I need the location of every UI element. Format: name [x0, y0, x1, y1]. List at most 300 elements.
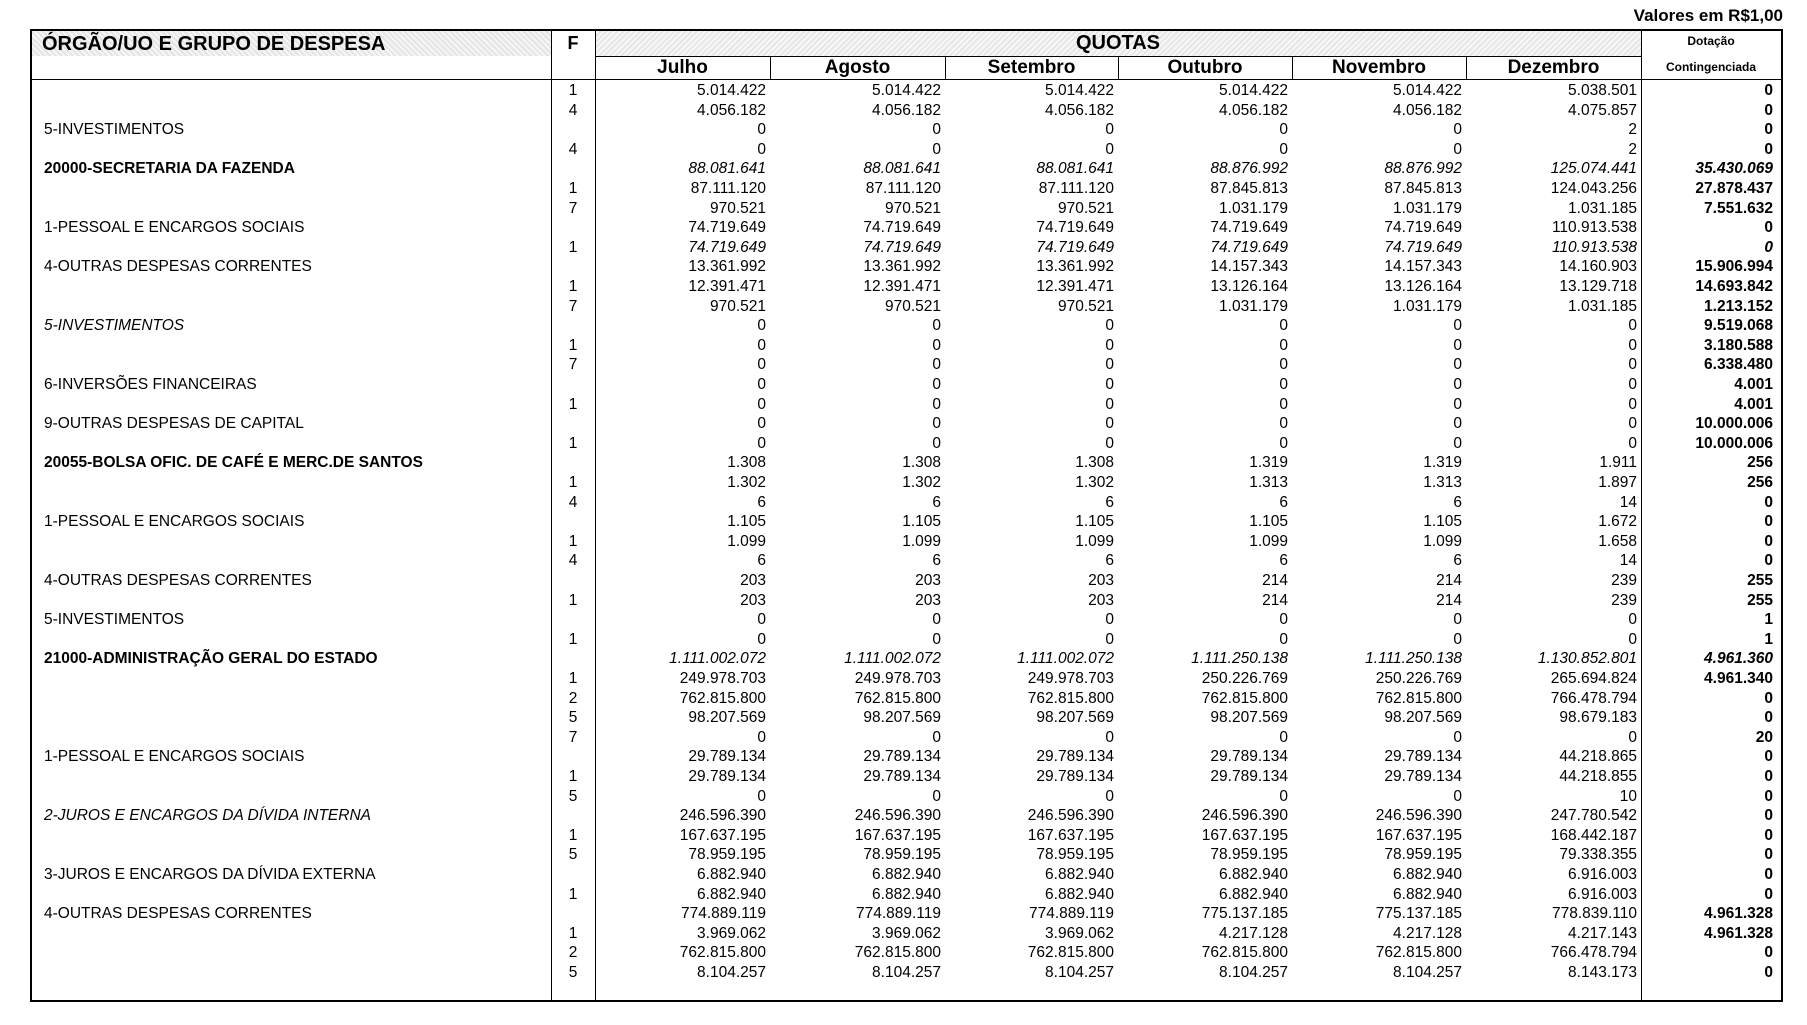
table-row	[32, 277, 1781, 297]
quota-value: 4.056.182	[1393, 101, 1462, 119]
quota-value: 0	[1279, 630, 1288, 648]
month-header-novembro: Novembro	[1332, 57, 1426, 78]
quota-value: 5.014.422	[872, 82, 941, 99]
quota-value: 6.882.940	[1045, 885, 1114, 903]
month-divider	[770, 56, 771, 79]
quota-value: 1.111.002.072	[844, 650, 941, 668]
table-row	[32, 963, 1781, 983]
quota-value: 1.099	[727, 532, 766, 550]
row-label	[32, 238, 551, 258]
quota-value: 5.014.422	[1045, 82, 1114, 99]
quota-value: 44.218.855	[1559, 768, 1637, 785]
row-fonte	[551, 865, 595, 885]
quota-value: 1.099	[1249, 532, 1288, 550]
quota-value: 0	[1453, 728, 1462, 746]
quota-value: 0	[1279, 395, 1288, 413]
quota-value: 0	[932, 121, 941, 139]
quota-value: 0	[1628, 611, 1637, 629]
quotas-header: QUOTAS	[595, 31, 1641, 56]
quota-value: 87.845.813	[1210, 180, 1288, 197]
quota-value: 0	[1279, 121, 1288, 139]
quota-value: 0	[1453, 611, 1462, 629]
quota-value: 74.719.649	[688, 238, 766, 256]
quota-value: 0	[932, 376, 941, 393]
quota-value: 0	[1453, 140, 1462, 158]
quota-value: 88.081.641	[863, 160, 941, 178]
quota-value: 1.099	[1423, 532, 1462, 550]
row-label	[32, 277, 551, 297]
row-label	[32, 826, 551, 846]
quota-value: 249.978.703	[1027, 670, 1114, 687]
quota-value: 1.308	[727, 454, 766, 472]
quota-value: 98.207.569	[1384, 709, 1462, 727]
quota-value: 1.105	[1423, 513, 1462, 531]
row-fonte	[551, 571, 595, 591]
dotacao-value: 0	[1764, 552, 1773, 570]
quota-value: 6.882.940	[1393, 866, 1462, 883]
quota-value: 0	[1105, 356, 1114, 374]
month-header-agosto: Agosto	[824, 57, 891, 78]
quota-value: 0	[1453, 415, 1462, 433]
row-label: 5-INVESTIMENTOS	[44, 611, 185, 629]
quota-value: 14	[1619, 552, 1637, 570]
row-fonte	[551, 316, 595, 336]
quota-value: 98.207.569	[863, 709, 941, 727]
row-fonte: 1	[568, 826, 578, 844]
quota-value: 79.338.355	[1559, 846, 1637, 864]
dotacao-value: 0	[1764, 82, 1773, 99]
table-row	[32, 453, 1781, 473]
quota-value: 775.137.185	[1375, 905, 1462, 923]
row-fonte	[551, 159, 595, 179]
quota-value: 29.789.134	[688, 748, 766, 766]
quota-value: 29.789.134	[1036, 748, 1114, 766]
row-fonte	[551, 257, 595, 277]
dotacao-value: 3.180.588	[1704, 336, 1773, 354]
dotacao-value: 0	[1764, 944, 1773, 962]
dotacao-value: 4.961.360	[1704, 650, 1773, 668]
quota-value: 4.056.182	[1045, 101, 1114, 119]
quota-value: 0	[757, 317, 766, 335]
table-row	[32, 845, 1781, 865]
quota-value: 6	[757, 552, 766, 570]
row-label	[32, 473, 551, 493]
row-label	[32, 355, 551, 375]
quota-value: 3.969.062	[872, 924, 941, 942]
row-fonte	[551, 649, 595, 669]
dotacao-value: 1.213.152	[1704, 297, 1773, 315]
quota-value: 0	[1105, 728, 1114, 746]
quota-value: 1.111.250.138	[1191, 650, 1288, 668]
quota-value: 74.719.649	[1210, 238, 1288, 256]
quota-value: 246.596.390	[1201, 807, 1288, 825]
quota-value: 1.099	[902, 532, 941, 550]
header-bottom-rule	[32, 79, 1781, 80]
table-row	[32, 591, 1781, 611]
quota-value: 4.056.182	[872, 101, 941, 119]
row-fonte: 5	[568, 709, 578, 727]
dotacao-value: 255	[1747, 591, 1773, 609]
quota-value: 0	[757, 356, 766, 374]
quota-value: 1.911	[1599, 454, 1637, 472]
table-row	[32, 806, 1781, 826]
quota-value: 29.789.134	[688, 768, 766, 785]
row-fonte: 1	[568, 336, 578, 354]
quota-value: 78.959.195	[1036, 846, 1114, 864]
quota-value: 1.313	[1249, 474, 1288, 491]
quota-value: 1.111.002.072	[1017, 650, 1114, 668]
quota-value: 4.217.128	[1393, 924, 1462, 942]
quota-value: 1.319	[1423, 454, 1462, 472]
dotacao-value: 0	[1764, 140, 1773, 158]
table-row	[32, 414, 1781, 434]
quota-value: 1.302	[1075, 474, 1114, 491]
quota-value: 12.391.471	[863, 278, 941, 295]
table-row	[32, 355, 1781, 375]
quota-value: 0	[757, 434, 766, 452]
row-fonte	[551, 747, 595, 767]
quota-value: 0	[1105, 395, 1114, 413]
quota-value: 0	[1453, 121, 1462, 139]
row-fonte	[551, 375, 595, 395]
quota-value: 0	[1628, 415, 1637, 433]
table-row	[32, 159, 1781, 179]
quota-value: 0	[757, 336, 766, 354]
quota-value: 0	[1628, 630, 1637, 648]
quota-value: 1.130.852.801	[1537, 650, 1637, 668]
table-row	[32, 199, 1781, 219]
quota-value: 775.137.185	[1201, 905, 1288, 923]
row-fonte: 7	[568, 199, 578, 217]
table-row	[32, 689, 1781, 709]
table-row	[32, 316, 1781, 336]
quota-value: 1.105	[1075, 513, 1114, 531]
dotacao-value: 0	[1764, 493, 1773, 511]
row-label	[32, 728, 551, 748]
quota-value: 246.596.390	[679, 807, 766, 825]
dotacao-value: 7.551.632	[1704, 199, 1773, 217]
quota-value: 5.014.422	[697, 82, 766, 99]
quota-value: 8.104.257	[1219, 964, 1288, 981]
row-label: 21000-ADMINISTRAÇÃO GERAL DO ESTADO	[44, 650, 378, 668]
row-fonte: 1	[568, 180, 578, 197]
quota-value: 6	[1453, 493, 1462, 511]
table-row	[32, 747, 1781, 767]
dotacao-value: 0	[1764, 219, 1773, 237]
table-row	[32, 140, 1781, 160]
quota-value: 1.672	[1598, 513, 1637, 531]
quota-value: 2	[1628, 140, 1637, 158]
quota-value: 762.815.800	[1027, 944, 1114, 962]
table-row	[32, 924, 1781, 944]
dotacao-value: 1	[1764, 611, 1773, 629]
quota-value: 74.719.649	[863, 238, 941, 256]
quota-value: 203	[915, 591, 941, 609]
quota-value: 29.789.134	[1210, 748, 1288, 766]
values-unit-caption: Valores em R$1,00	[1633, 6, 1783, 25]
table-row	[32, 767, 1781, 787]
table-row	[32, 551, 1781, 571]
quota-value: 1.302	[902, 474, 941, 491]
quota-value: 5.014.422	[1219, 82, 1288, 99]
dotacao-value: 256	[1747, 454, 1773, 472]
table-row	[32, 395, 1781, 415]
quota-value: 88.876.992	[1210, 160, 1288, 178]
quota-value: 0	[1453, 787, 1462, 805]
quota-value: 0	[757, 376, 766, 393]
row-label: 20000-SECRETARIA DA FAZENDA	[44, 160, 295, 178]
quota-value: 6	[1279, 552, 1288, 570]
quota-value: 239	[1611, 572, 1637, 589]
quota-value: 74.719.649	[1036, 238, 1114, 256]
row-label	[32, 963, 551, 983]
quota-value: 6.916.003	[1568, 866, 1637, 883]
quota-value: 14	[1619, 493, 1637, 511]
dotacao-value: 15.906.994	[1695, 258, 1773, 276]
quota-value: 167.637.195	[854, 826, 941, 844]
dotacao-value: 0	[1764, 768, 1773, 785]
row-label	[32, 669, 551, 689]
quota-value: 13.361.992	[688, 258, 766, 276]
quota-value: 88.081.641	[1036, 160, 1114, 178]
quota-value: 167.637.195	[679, 826, 766, 844]
quota-value: 110.913.538	[1551, 219, 1637, 237]
dotacao-value: 0	[1764, 748, 1773, 766]
table-row	[32, 904, 1781, 924]
quota-value: 4.056.182	[697, 101, 766, 119]
quota-value: 265.694.824	[1550, 670, 1637, 687]
dotacao-value: 0	[1764, 846, 1773, 864]
quota-value: 14.157.343	[1210, 258, 1288, 276]
table-row	[32, 179, 1781, 199]
quota-value: 74.719.649	[1210, 219, 1288, 237]
quota-value: 0	[757, 395, 766, 413]
table-row	[32, 630, 1781, 650]
quota-value: 762.815.800	[854, 689, 941, 707]
row-fonte: 1	[568, 924, 578, 942]
table-row	[32, 943, 1781, 963]
quota-value: 1.031.179	[1393, 199, 1462, 217]
dotacao-value: 0	[1764, 866, 1773, 883]
table-row	[32, 708, 1781, 728]
row-label: 4-OUTRAS DESPESAS CORRENTES	[44, 905, 312, 923]
quota-value: 98.207.569	[1036, 709, 1114, 727]
quota-value: 6.882.940	[697, 885, 766, 903]
quota-value: 0	[1279, 140, 1288, 158]
row-label	[32, 140, 551, 160]
table-row	[32, 218, 1781, 238]
row-label	[32, 434, 551, 454]
quota-value: 0	[1453, 395, 1462, 413]
row-label	[32, 767, 551, 787]
row-fonte: 4	[568, 101, 578, 119]
quota-value: 74.719.649	[1036, 219, 1114, 237]
row-fonte: 4	[568, 140, 578, 158]
quota-value: 0	[1279, 728, 1288, 746]
dotacao-value: 35.430.069	[1695, 160, 1773, 178]
row-label: 5-INVESTIMENTOS	[44, 121, 185, 139]
quota-value: 970.521	[709, 297, 766, 315]
quota-value: 239	[1611, 591, 1637, 609]
quota-value: 0	[932, 140, 941, 158]
quota-value: 766.478.794	[1550, 944, 1637, 962]
quota-value: 6.916.003	[1568, 885, 1637, 903]
quota-value: 1.308	[1075, 454, 1114, 472]
quota-value: 14.160.903	[1559, 258, 1637, 276]
quota-value: 0	[1279, 317, 1288, 335]
quota-value: 762.815.800	[854, 944, 941, 962]
quota-value: 88.081.641	[688, 160, 766, 178]
quota-value: 0	[1105, 121, 1114, 139]
quota-value: 0	[1628, 376, 1637, 393]
month-header-outubro: Outubro	[1167, 57, 1243, 78]
row-fonte: 1	[568, 238, 578, 256]
row-fonte: 1	[568, 768, 578, 785]
dotacao-value: 0	[1764, 787, 1773, 805]
quota-value: 1.105	[727, 513, 766, 531]
table-row	[32, 473, 1781, 493]
quota-value: 203	[740, 572, 766, 589]
quota-value: 0	[757, 787, 766, 805]
table-row	[32, 434, 1781, 454]
row-fonte: 5	[568, 787, 578, 805]
quota-value: 0	[932, 787, 941, 805]
row-label	[32, 101, 551, 121]
month-header-setembro: Setembro	[987, 57, 1076, 78]
row-fonte: 1	[568, 82, 578, 99]
quota-value: 0	[757, 140, 766, 158]
f-column-header: F	[567, 33, 579, 53]
quota-value: 2	[1628, 121, 1637, 139]
table-row	[32, 375, 1781, 395]
quota-value: 5.038.501	[1568, 82, 1637, 99]
quota-value: 6	[1105, 552, 1114, 570]
quota-value: 0	[932, 728, 941, 746]
table-row	[32, 81, 1781, 101]
quota-value: 0	[1279, 611, 1288, 629]
table-row	[32, 787, 1781, 807]
table-row	[32, 610, 1781, 630]
quota-value: 167.637.195	[1027, 826, 1114, 844]
quota-value: 6.882.940	[697, 866, 766, 883]
quota-value: 214	[1262, 572, 1288, 589]
quota-value: 970.521	[884, 297, 941, 315]
table-row	[32, 120, 1781, 140]
quota-value: 29.789.134	[1036, 768, 1114, 785]
quota-value: 1.031.185	[1568, 199, 1637, 217]
quota-value: 29.789.134	[863, 768, 941, 785]
table-row	[32, 336, 1781, 356]
quota-value: 0	[1628, 356, 1637, 374]
quota-value: 87.111.120	[690, 180, 766, 197]
row-fonte	[551, 806, 595, 826]
quota-value: 766.478.794	[1550, 689, 1637, 707]
row-label: 3-JUROS E ENCARGOS DA DÍVIDA EXTERNA	[44, 866, 376, 883]
dotacao-value: 10.000.006	[1695, 434, 1773, 452]
row-label	[32, 885, 551, 905]
row-label	[32, 179, 551, 199]
row-fonte: 4	[568, 493, 578, 511]
quota-value: 78.959.195	[1384, 846, 1462, 864]
quota-value: 0	[1279, 415, 1288, 433]
quota-value: 0	[932, 611, 941, 629]
quota-value: 12.391.471	[688, 278, 766, 295]
table-row	[32, 826, 1781, 846]
dotacao-value: 0	[1764, 532, 1773, 550]
dotacao-value: 256	[1747, 474, 1773, 491]
quota-value: 214	[1436, 572, 1462, 589]
quota-value: 0	[757, 121, 766, 139]
row-label	[32, 708, 551, 728]
row-label	[32, 81, 551, 101]
quota-value: 0	[1453, 434, 1462, 452]
quota-value: 0	[1453, 376, 1462, 393]
quota-value: 203	[1088, 591, 1114, 609]
row-label: 9-OUTRAS DESPESAS DE CAPITAL	[44, 415, 304, 433]
quota-value: 6.882.940	[872, 866, 941, 883]
quota-value: 98.207.569	[688, 709, 766, 727]
quota-value: 203	[1088, 572, 1114, 589]
quota-value: 247.780.542	[1550, 807, 1637, 825]
quota-value: 98.207.569	[1210, 709, 1288, 727]
quota-value: 6.882.940	[1045, 866, 1114, 883]
quota-value: 8.143.173	[1568, 964, 1637, 981]
dotacao-value: 10.000.006	[1695, 415, 1773, 433]
quota-value: 12.391.471	[1036, 278, 1114, 295]
quota-value: 6.882.940	[1219, 866, 1288, 883]
row-fonte: 1	[568, 434, 578, 452]
quota-value: 246.596.390	[1027, 807, 1114, 825]
org-column-header: ÓRGÃO/UO E GRUPO DE DESPESA	[32, 31, 551, 56]
quota-value: 203	[915, 572, 941, 589]
quota-value: 0	[1105, 336, 1114, 354]
quota-value: 1.313	[1423, 474, 1462, 491]
row-label: 1-PESSOAL E ENCARGOS SOCIAIS	[44, 219, 305, 237]
quota-value: 0	[1105, 434, 1114, 452]
row-label	[32, 297, 551, 317]
quota-value: 0	[1279, 787, 1288, 805]
quota-value: 0	[932, 317, 941, 335]
quota-value: 774.889.119	[1028, 905, 1114, 923]
quota-value: 762.815.800	[1375, 944, 1462, 962]
quota-value: 0	[757, 415, 766, 433]
quota-value: 29.789.134	[1210, 768, 1288, 785]
month-divider	[1292, 56, 1293, 79]
row-label: 5-INVESTIMENTOS	[44, 317, 185, 335]
quota-value: 13.126.164	[1384, 278, 1462, 295]
quota-value: 774.889.119	[680, 905, 766, 923]
row-fonte	[551, 610, 595, 630]
table-row	[32, 669, 1781, 689]
row-label	[32, 336, 551, 356]
quota-value: 13.361.992	[863, 258, 941, 276]
month-divider	[945, 56, 946, 79]
row-label	[32, 199, 551, 219]
quota-value: 87.111.120	[1038, 180, 1114, 197]
quota-value: 0	[1628, 336, 1637, 354]
row-fonte	[551, 218, 595, 238]
row-label	[32, 943, 551, 963]
quota-value: 762.815.800	[679, 689, 766, 707]
quota-value: 4.217.128	[1219, 924, 1288, 942]
table-row	[32, 865, 1781, 885]
table-row	[32, 257, 1781, 277]
table-row	[32, 532, 1781, 552]
quota-value: 762.815.800	[1201, 944, 1288, 962]
quota-value: 1.308	[902, 454, 941, 472]
quota-value: 10	[1619, 787, 1637, 805]
row-label	[32, 630, 551, 650]
